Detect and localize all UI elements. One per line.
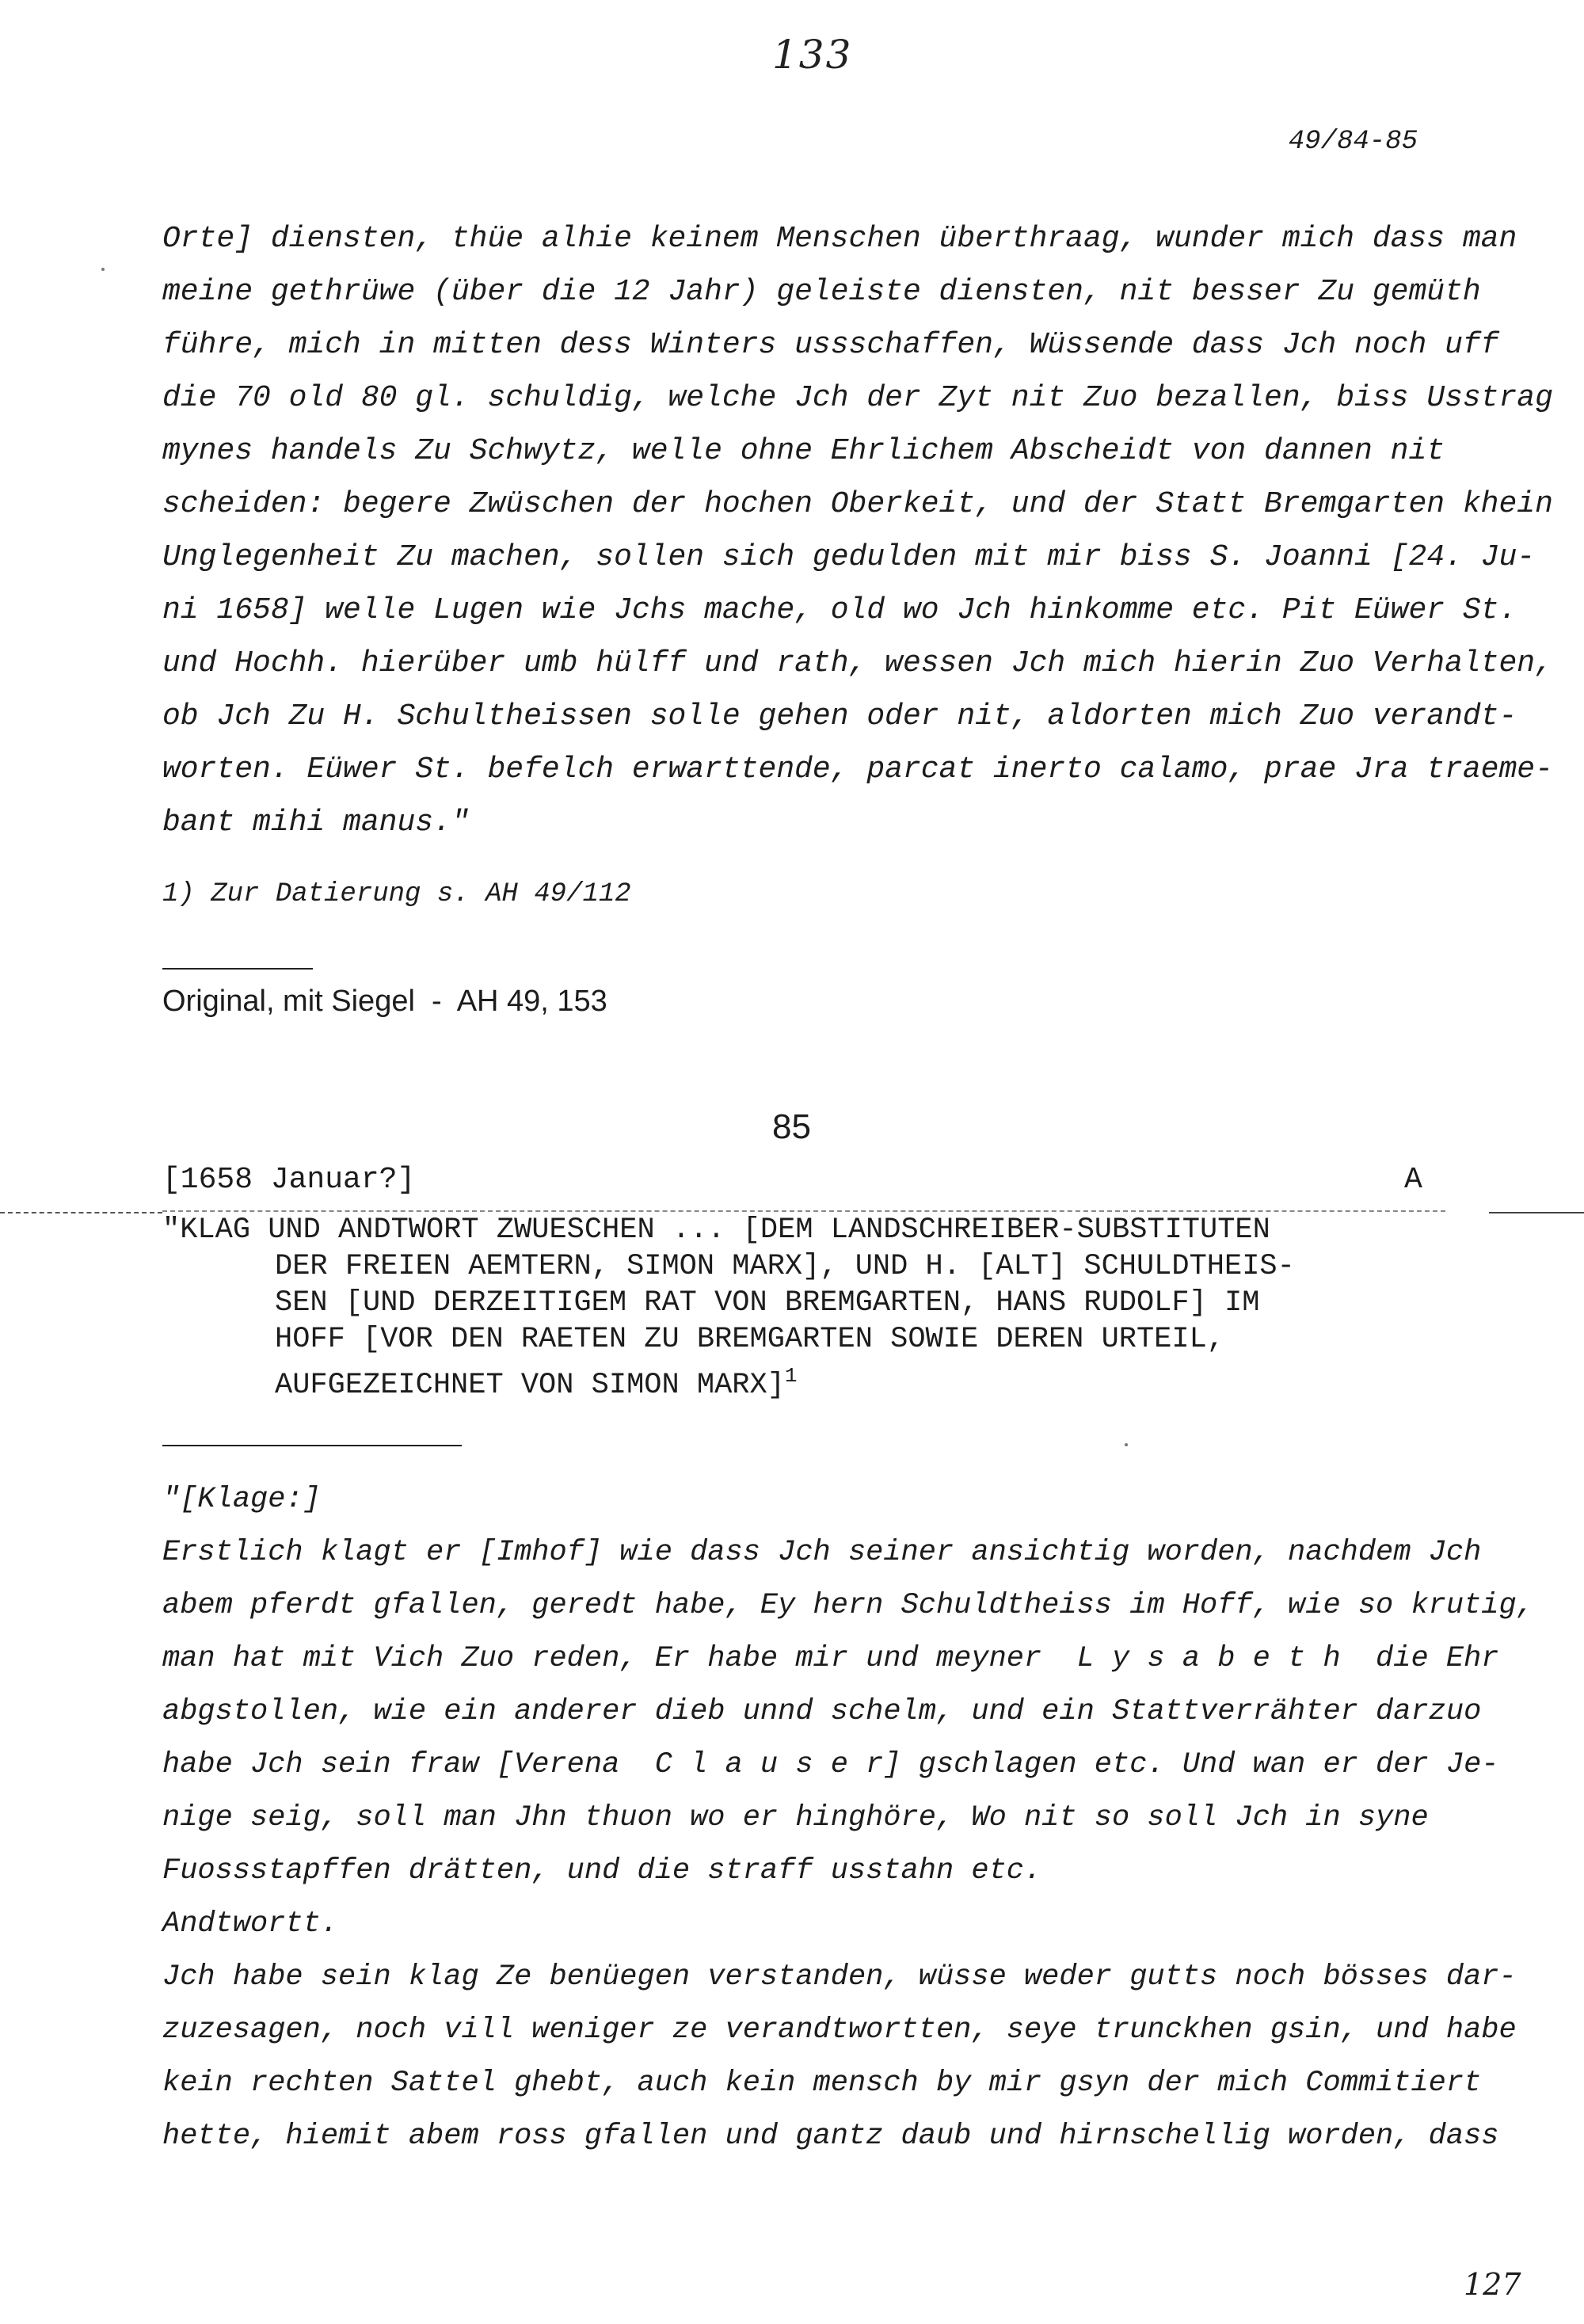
letter-body — [162, 212, 1553, 849]
letter-line: ni 1658] welle Lugen wie Jchs mache, old wo Jch hinkomme etc. Pit Eüwer St. — [162, 593, 1517, 627]
scan-speck — [101, 268, 105, 271]
heading-line: "KLAG UND ANDTWORT ZWUESCHEN ... [DEM LANDSCHREIBER-SUBSTITUTEN — [162, 1213, 1270, 1247]
transcript-line: Andtwortt. — [162, 1907, 339, 1941]
letter-line: mynes handels Zu Schwytz, welle ohne Ehrlichem Abscheidt von dannen nit — [162, 434, 1445, 468]
letter-line: meine gethrüwe (über die 12 Jahr) geleiste diensten, nit besser Zu gemüth — [162, 275, 1481, 309]
page-reference: 49/84-85 — [1288, 127, 1418, 157]
letter-line: Unglegenheit Zu machen, sollen sich gedulden mit mir biss S. Joanni [24. Ju- — [162, 540, 1536, 574]
transcript-line: "[Klage:] — [162, 1483, 321, 1516]
heading-line: HOFF [VOR DEN RAETEN ZU BREMGARTEN SOWIE DEREN URTEIL, — [275, 1323, 1224, 1356]
source-divider — [162, 968, 313, 970]
letter-line: die 70 old 80 gl. schuldig, welche Jch der Zyt nit Zuo bezallen, biss Usstrag — [162, 381, 1553, 415]
scan-line-right — [1489, 1212, 1584, 1213]
heading-line-text: AUFGEZEICHNET VON SIMON MARX] — [275, 1369, 785, 1402]
corner-mark: 127 — [1464, 2267, 1521, 2302]
transcript-body — [162, 1473, 1534, 2163]
transcript-line: Erstlich klagt er [Imhof] wie dass Jch seiner ansichtig worden, nachdem Jch — [162, 1536, 1482, 1569]
letter-line: worten. Eüwer St. befelch erwarttende, parcat inerto calamo, prae Jra traeme- — [162, 752, 1553, 787]
letter-line: und Hochh. hierüber umb hülff und rath, wessen Jch mich hierin Zuo Verhalten, — [162, 646, 1553, 680]
handwritten-page-number: 133 — [772, 32, 853, 78]
document-heading — [162, 1212, 1445, 1402]
document-date: [1658 Januar?] — [162, 1163, 416, 1197]
letter-line: bant mihi manus." — [162, 806, 470, 840]
letter-line: Orte] diensten, thüe alhie keinem Menschen überthraag, wunder mich dass man — [162, 222, 1517, 256]
source-note: Original, mit Siegel - AH 49, 153 — [162, 985, 607, 1018]
transcript-line: hette, hiemit abem ross gfallen und gantz daub und hirnschellig worden, dass — [162, 2120, 1499, 2153]
letter-line: führe, mich in mitten dess Winters ussschaffen, Wüssende dass Jch noch uff — [162, 328, 1499, 362]
heading-line: DER FREIEN AEMTERN, SIMON MARX], UND H. [ALT] SCHULDTHEIS- — [275, 1250, 1295, 1283]
letter-line: ob Jch Zu H. Schultheissen solle gehen oder nit, aldorten mich Zuo verandt- — [162, 699, 1517, 733]
heading-divider — [162, 1445, 462, 1446]
transcript-line: man hat mit Vich Zuo reden, Er habe mir und meyner L y s a b e t h die Ehr — [162, 1642, 1499, 1675]
transcript-line: Fuossstapffen drätten, und die straff usstahn etc. — [162, 1854, 1042, 1888]
document-marker: A — [1404, 1163, 1422, 1197]
transcript-line: Jch habe sein klag Ze benüegen verstanden, wüsse weder gutts noch bösses dar- — [162, 1960, 1517, 1994]
heading-line: SEN [UND DERZEITIGEM RAT VON BREMGARTEN, HANS RUDOLF] IM — [275, 1286, 1260, 1320]
transcript-line: zuzesagen, noch vill weniger ze verandtwortten, seye trunckhen gsin, und habe — [162, 2013, 1517, 2047]
document-number: 85 — [772, 1107, 811, 1146]
scan-line-left — [0, 1212, 162, 1213]
transcript-line: abem pferdt gfallen, geredt habe, Ey hern Schuldtheiss im Hoff, wie so krutig, — [162, 1589, 1534, 1622]
heading-footnote-mark: 1 — [784, 1364, 798, 1388]
letter-line: scheiden: begere Zwüschen der hochen Oberkeit, und der Statt Bremgarten khein — [162, 487, 1553, 521]
footnote: 1) Zur Datierung s. AH 49/112 — [162, 879, 631, 909]
scan-speck — [1125, 1443, 1128, 1446]
transcript-line: kein rechten Sattel ghebt, auch kein mensch by mir gsyn der mich Commitiert — [162, 2067, 1482, 2100]
heading-line — [162, 1358, 1445, 1402]
transcript-line: abgstollen, wie ein anderer dieb unnd schelm, und ein Stattverrähter darzuo — [162, 1695, 1482, 1728]
transcript-line: habe Jch sein fraw [Verena C l a u s e r] gschlagen etc. Und wan er der Je- — [162, 1748, 1499, 1781]
transcript-line: nige seig, soll man Jhn thuon wo er hinghöre, Wo nit so soll Jch in syne — [162, 1801, 1429, 1834]
